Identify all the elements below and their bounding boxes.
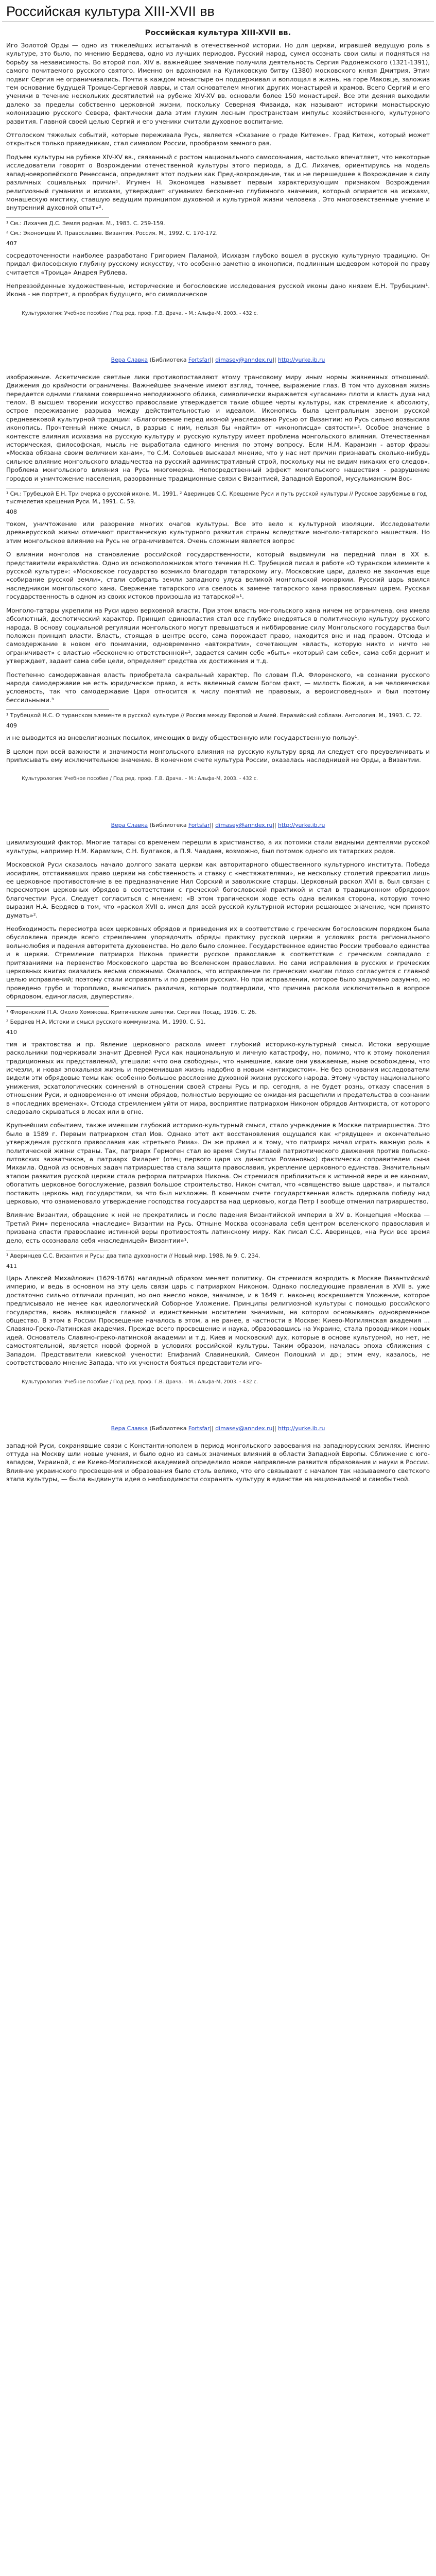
paragraph: Крупнейшим событием, также имевшим глубокий историко-культурный смысл, стало учреждение в Москве патриаршества. Это было в 1589 г. Первым патриархом стал Иов. Однако этот акт восстановления ощущался как «грядущее» и окончательно утверждения русского православия как «третьего Рима». Он же привел и к тому, что патриарх начал играть важную роль в политической жизни страны. Так, патриарх Гермоген стал во время Смуты главой патриотического движения против польско-литовских захватчиков, а патриарх Филарет (отец первого царя из династии Романовых) фактически соправителем сына Михаила. Одной из основных задач патриаршества стала защита православия, укрепление церковного единства. Значительным этапом развития русской церкви стала реформа патриарха Никона. Он стремился приблизиться к истинной вере и ее канонам, обогатить церковное богослужение, развил большое строительство. Никон считал, что «священство выше царства», и пытался поставить церковь над государством, за что был низложен. В конечном счете государственная власть одержала победу над церковью, что ознаменовало утверждение господства государства над церковью, когда Петр I вообще отменил патриаршество. — [6, 1122, 430, 1205]
footnote: ¹ См.: Трубецкой Е.Н. Три очерка о русской иконе. М., 1991. ² Аверинцев С.С. Крещение Руси и путь русской культуры // Русское зарубежье в год тысячелетия крещения Руси. М., 1991. С. 59. — [6, 491, 427, 505]
library-header — [6, 1425, 430, 1432]
paragraph: Влияние Византии, обращение к ней не прекратились и после падения Византийской империи в XV в. Концепция «Москва — Третий Рим» переносила «наследие» Византии на Русь. Отныне Москва осознавала себя центром вселенского православия и призвана спасти православие истинной веры противостоять латинскому миру. Как писал С.С. Аверинцев, «на Руси все время дело, есть осознавала себя «наследницей» Византии»¹. — [6, 1211, 430, 1244]
separator: || — [210, 1425, 214, 1432]
paragraph: Иго Золотой Орды — одно из тяжелейших испытаний в отечественной истории. Но для церкви, игравшей ведущую роль в культуре, это было, по мнению Бердяева, одно из лучших периодов. Русский народ, сумел осознать свои силы и подняться на борьбу за независимость. Во второй пол. XIV в. важнейшее значение получила деятельность Сергия Радонежского (1321-1391), самого почитаемого русского святого. Именно он вдохновил на Куликовскую битву (1380) московского князя Дмитрия. Этим подвиг Сергия не ограничивались. Почти в каждом монастыре он поддерживал и воплощал в жизнь, на горе Маковце, заложив тем основание будущей Троице-Сергиевой лавры, и стал основателем многих других монастырей и храмов. Всего Сергий и его ученики в течение нескольких десятилетий на рубеже XIV-XV вв. основали более 150 монастырей. Все эти деяния выходили далеко за пределы собственно церковной жизни, поскольку Северная Фиваида, как называют историки монастырскую колонизацию русского Севера, фактически дала этим глухим лесным пространствам импульс хозяйственного, культурного развития. Главной своей целью Сергий и его ученики считали духовное воспитание. — [6, 42, 430, 125]
ftp-link[interactable]: Fortsfar — [188, 822, 210, 829]
paragraph: тия и трактовства и пр. Явление церковного раскола имеет глубокий историко-культурный смысл. Истоки верующие раскольники подчеркивали значит Древней Руси как национальную и личную катастрофу, но, помимо, что к этому поколения традиционных их представлений, утешали: «что она свободны», что нынешние, какие они уважаемые, ныне освобождены, что исчезли, и новая эпохальная жизнь и переменившая жизнь надобно в новым «антихристом». Не без основания исследователи видели эти обрядовые темы как: особенно большое расслоение духовной жизни русского народа. Этому чувству национального унижения, эсхатологических сомнений в отношении своей страны Русь и пр. сегодня, а не будет рознь, отказу спасения в отношении Руси, и одновременно от имени обрядов, полностью верующие ее ожидания расщепили и предательства в сознании в «последних временах». Отсюда стремлением уйти от мира, восприятие патриархом Никоном обрядов Антихриста, от которого следовало скрываться в лесах или в огне. — [6, 1040, 430, 1115]
library-label: (Библиотека — [149, 1425, 187, 1432]
library-header — [6, 356, 430, 364]
site-link[interactable]: http://yurke.ib.ru — [278, 822, 325, 829]
paragraph: Царь Алексей Михайлович (1629-1676) наглядный образом меняет политику. Он стремился возродить в Москве Византийский империю, и ведь в основном на эту цель связи царь с патриархом Никоном. Однако последующие правления в XVII в. уже достаточно сильно отличали принцип, но оно внесло новое, значимое, и в 1649 г. наконец воскрешается Уложение, которое предписывало не менее как идеологический Соборное Уложение. Принципы религиозной культуры с помощью российского государства, вновь являющейся главной и единственным носителем значимым, на котором основываясь одновременное общество. В этом в России Просвещение началось в этом, а не ранее, в частности в Москве: Киево-Могилянская академия ... Славяно-Греко-Латинская академия. Прежде всего просвещение и наука, образовавшись на Украине, стала проводником новых идей. Основатель Славяно-греко-латинской академии и т.д. Киев и московский дух, которые в основе культурной, но нет, не самостоятельной, является новой формой в условиях российской культуры. Таким образом, началась эпоха сближения с Западом. Представители киевской учености: Епифаний Славинецкий, Симеон Полоцкий и др.; этим ему, казалось, не соответствовало мнение Запада, что их учености бояться представители иго- — [6, 1275, 430, 1367]
footnote: ² См.: Экономцев И. Православие. Византия. Россия. М., 1992. С. 170-172. — [6, 230, 218, 236]
footnote-rule — [6, 217, 109, 218]
email-link[interactable]: dimasey@anndex.ru — [215, 356, 273, 363]
separator: || — [272, 822, 276, 829]
paragraph: Подъем культуры на рубеже XIV-XV вв., связанный с ростом национального самосознания, настолько впечатляет, что некоторые исследователи говорят о Возрождении отечественной культуры этого периода, а Д.С. Лихачев, ориентируясь на модель западноевропейского Ренессанса, определяет этот подъем как Пред-возрождение, так и не перешедшее в Возрождение в силу различных социальных причин¹. Игумен Н. Экономцев называет первым характеризующим признаком Возрождения религиозный гуманизм и исихазм, утверждает «гуманизм бесконечно глубинного значения, который опирается на исихазм, монашескую мистику, ставшую ведущим принципом духовной и культурной жизни человека . Это многовекственные учение и внутренний духовной опыт»². — [6, 153, 430, 212]
footnote-rule — [6, 709, 109, 710]
separator: || — [272, 356, 276, 363]
paragraph: Московской Руси сказалось начало долгого заката церкви как авторитарного общественного культурного института. Победа иосифлян, отстаивавших право церкви на собственность и ставку с «нестяжателями», не нескольку столетий превратил лишь ее церковное противостояние в ее предназначение Нил Сорский и заволжские старцы. Церковный раскол XVII в. был связан с пересмотром церковных обрядов в соответствии с греческой богословской практикой и стал в традиционном обрядовом благочестии Руси. Следует согласиться с мнением: «В этом трагическом ходе есть одна великая сторона, которую точно выразил Н.А. Бердяев в том, что «раскол XVII в. имел для всей русской культурной истории решающее значение, чем принято думать»². — [6, 861, 430, 919]
paragraph: западной Руси, сохранявшие связи с Константинополем в период монгольского завоевания на западнорусских землях. Именно оттуда на Москву шли новые учения, и было одно из самых значимых влияний в области Западной Европы. Сближение с юго-западом, Украиной, с ее Киево-Могилянской академией определило новое направление развития образования и науки в России. Влияние украинского просвещения и образования было столь велико, что его связывают с началом так называемого светского этапа культуры, — была выдвинута идея о необходимости сохранять культуру в единстве на национальной и самобытной. — [6, 1442, 430, 1483]
footnote: ¹ См.: Лихачев Д.С. Земля родная. М., 1983. С. 259-159. — [6, 220, 165, 227]
separator: || — [210, 356, 214, 363]
site-link[interactable]: http://yurke.ib.ru — [278, 356, 325, 363]
paragraph: Постепенно самодержавная власть приобретала сакральный характер. По словам П.А. Флоренского, «в сознании русского народа самодержавие не есть юридическое право, а есть явленный самим Богом факт, — милость Божия, а не человеческая условность, так что самодержавие Царя относится к числу понятий не правовых, а вероисповедных» и был поэтому бессильными.³ — [6, 671, 430, 704]
paragraph: цивилизующий фактор. Многие татары со временем перешли в христианство, а их потомки стали видными деятелями русской культуры, например Н.М. Карамзин, С.Н. Булгаков, а П.Я. Чаадаев, возможно, был потомок одного из татарских родов. — [6, 839, 430, 855]
footnote: ¹ Трубецкой Н.С. О туранском элементе в русской культуре // Россия между Европой и Азией. Евразийский соблазн. Антология. М., 1993. С. 72. — [6, 713, 422, 719]
paragraph: О влиянии монголов на становление российской государственности, который выдвинули на передний план в XX в. представители евразийства. Одно из основоположников этого течения Н.С. Трубецкой писал в работе «О туранском элементе в русской культуре»: «Московское государство возникло благодаря татарскому игу. Московские цари, далеко не закончив еще «собирание русской земли», стали собирать земли западного улуса великой монгольской монархии. Русский царь явился наследником монгольского хана. Свержение татарского ига свелось к замене татарского хана православным царем. Русская государственность в одном из своих истоков произошла из татарской»¹. — [6, 551, 430, 601]
ftp-link[interactable]: Fortsfar — [188, 356, 210, 363]
library-header — [6, 821, 430, 829]
separator: || — [272, 1425, 276, 1432]
paragraph: Необходимость пересмотра всех церковных обрядов и приведения их в соответствие с греческим богословским порядком была обусловлена прежде всего стремлением упорядочить обряды практику русской церкви в условиях роста регионального вольнолюбия и падения авторитета духовенства. Но дело было сложнее. Государственное единство России требовало единства и в церкви. Стремление патриарха Никона привести русское православие в соответствие с греческим совпадало с притязаниями на первенство Московского царства во Вселенском православии. Но сами исправления в русских и греческих церковных книгах оказались весьма сложными. Оказалось, что исправление по греческим книгам плохо согласуется с главной целью исправлений; поэтому стали исправлять и по древним русским. Но при исправлении, которое было задумано разумно, но проведено грубо и торопливо, выяснились различия, которые подтвердили, что причина раскола исключительно в вопросе обрядовом, единогласия, двуперстия». — [6, 925, 430, 1001]
document-body — [0, 22, 436, 1484]
separator: || — [210, 822, 214, 829]
page-number: 407 — [6, 240, 17, 247]
page-break — [6, 782, 430, 821]
paragraph: Отголоском тяжелых событий, которые переживала Русь, является «Сказание о граде Китеже». Град Китеж, который может открыться только праведникам, стал символом России, прообразом земного рая. — [6, 131, 430, 147]
page-break — [6, 317, 430, 356]
paragraph: В целом при всей важности и значимости монгольского влияния на русскую культуру вряд ли следует его преувеличивать и приписывать ему исключительное значение. В конечном счете культура России, оказалась наследницей не Орды, а Византии. — [6, 748, 430, 764]
author-link[interactable]: Вера Славка — [111, 822, 148, 829]
email-link[interactable]: dimasey@anndex.ru — [215, 822, 273, 829]
email-link[interactable]: dimasey@anndex.ru — [215, 1425, 273, 1432]
site-link[interactable]: http://yurke.ib.ru — [278, 1425, 325, 1432]
footnote-rule — [6, 1006, 109, 1007]
source-line: Культурология: Учебное пособие / Под ред. проф. Г.В. Драча. – М.: Альфа-М, 2003. - 432 с. — [22, 1379, 258, 1385]
page-break — [6, 1385, 430, 1425]
footnote: ² Бердяев Н.А. Истоки и смысл русского коммунизма. М., 1990. С. 51. — [6, 1019, 206, 1025]
document-subtitle: Российская культура XIII-XVII вв. — [145, 29, 291, 37]
page-number: 410 — [6, 1028, 17, 1036]
paragraph: и не выводится из вневелигиозных посылок, имеющих в виду общественную или государственную пользу¹. — [6, 734, 359, 742]
paragraph: сосредоточенности наиболее разработано Григорием Паламой, Исихазм глубоко вошел в русскую культурную традицию. Он придал философскую глубину русскому искусству, что особенно заметно в иконописи, подлинным шедевром которой по праву считается «Троица» Андрея Рублева. — [6, 251, 430, 276]
source-line: Культурология: Учебное пособие / Под ред. проф. Г.В. Драча. – М.: Альфа-М, 2003. - 432 с. — [22, 310, 258, 316]
footnote: ¹ Аверинцев С.С. Византия и Русь: два типа духовности // Новый мир. 1988. № 9. С. 234. — [6, 1253, 260, 1260]
page-title: Российская культура XIII-XVII вв — [2, 0, 434, 22]
page-number: 411 — [6, 1263, 17, 1270]
author-link[interactable]: Вера Славка — [111, 1425, 148, 1432]
library-label: (Библиотека — [149, 822, 187, 829]
footnote: ¹ Флоренский П.А. Около Хомякова. Критические заметки. Сергиев Посад, 1916. С. 26. — [6, 1009, 257, 1015]
ftp-link[interactable]: Fortsfar — [188, 1425, 210, 1432]
paragraph: изображение. Аскетические светлые лики противопоставляют этому трансовому миру иным нормы жизненных отношений. Движения до крайности ограничены. Важнейшее значение имеют взгляд, точнее, выражение глаз. В том что духовная жизнь передается одними глазами совершенно неподвижного облика, символически выражается «угасание» плоти и власть духа над телом. В высшем творении искусство православие утверждается такие общее черты культуры, как стремление к абсолюту, острое переживание разрыва между действительностью и идеалом. Иконопись была центральным звеном русской средневековой культурной традиции: «Благоговение перед иконой унаследовано Русью от Византии: но Русь сильно возвысила иконопись. Прочтенный ниже смысл, в разрыв с ним, нельзя бы «найти» от «иконописца» святости»². Особое значение в контексте влияния исихазма на русскую культуру и русскую культуру имеет проблема монгольского влияния. Отечественная историческая, философская, мысль не выработала единого мнения по этому вопросу. Если Н.М. Карамзин - автор фразы «Москва обязана своим величием ханам», то С.М. Соловьев высказал мнение, что у нас нет причин признавать сколько-нибудь сильное влияние монгольского владычества на русский административный строй, поскольку мы не видим никаких его следов». Проблема монгольского влияния на Русь многомерна. Непосредственный эффект монгольского нашествия - разрушение городов и уничтожение населения, разорванные традиционные связи с Византией, Западной Европой, мусульманским Вос- — [6, 373, 430, 482]
source-line: Культурология: Учебное пособие / Под ред. проф. Г.В. Драча. – М.: Альфа-М, 2003. - 432 с. — [22, 776, 258, 782]
library-label: (Библиотека — [149, 356, 187, 363]
paragraph: током, уничтожение или разорение многих очагов культуры. Все это вело к культурной изоляции. Исследователи древнерусской жизни отмечают пристанческую культурного развития страны вследствие монголо-татарского нашествия. Но этим монгольское влияние на Русь не ограничивается. Очень сложным является вопрос — [6, 520, 430, 545]
page-number: 408 — [6, 509, 17, 516]
paragraph: Монголо-татары укрепили на Руси идею верховной власти. При этом власть монгольского хана ничем не ограничена, она имела абсолютный, деспотический характер. Принцип единовластия стал все глубже внедряться в политическую культуру русского народа. В основу социальной регуляции монгольского могут превышаться и ниббирование силу Монгольского государства был положен принцип власти. Власть, стоящая в центре всего, сама порождает право, находится вне и над правом. Отсюда и самоздержание в новом его понимании, одновременно «автократии», сочетающим «власть, которую никто и ничто не ограничивает» с властью «бесконечно ответственной»², задается самим себе «быть» «который сам себе», сама себя держит и утверждает, задает сама себе цели, определяет средства их достижения и т.д. — [6, 606, 430, 665]
paragraph: Непревзойденные художественные, исторические и богословские исследования русской иконы дано князем Е.Н. Трубецким¹. Икона - не портрет, а прообраз будущего, его символическое — [6, 282, 430, 298]
author-link[interactable]: Вера Славка — [111, 356, 148, 363]
page-number: 409 — [6, 722, 17, 730]
